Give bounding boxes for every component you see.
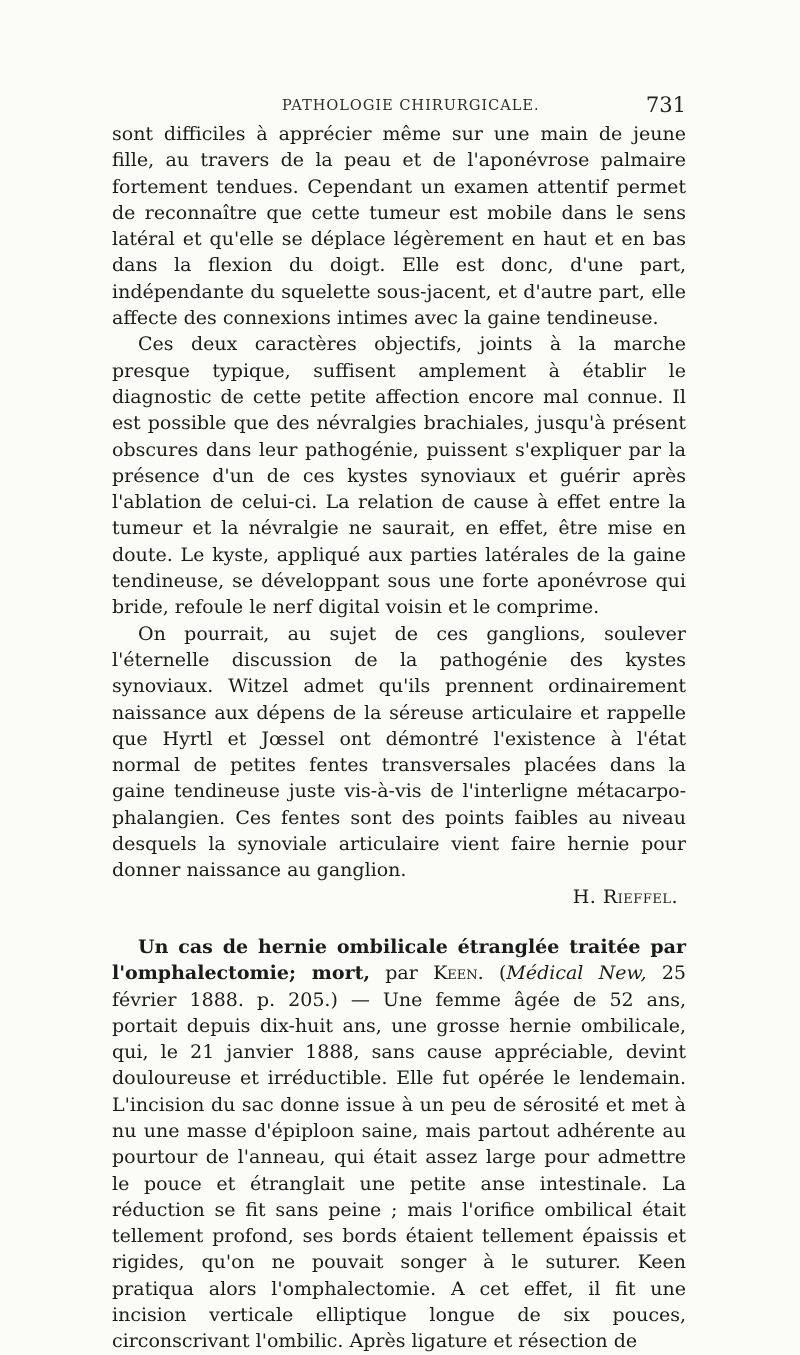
article-by: par [370,962,434,985]
page-body [112,121,686,1355]
article-author: Keen. [433,962,484,985]
article-journal: Médical New, [506,962,647,985]
page-number: 731 [645,93,686,117]
running-title: PATHOLOGIE CHIRURGICALE. [282,98,540,114]
paragraph-3: On pourrait, au sujet de ces ganglions, soulever l'éternelle discussion de la pathogénie des kystes synoviaux. Witzel admet qu'ils prennent ordinairement naissance aux dépens de la séreuse articulaire et rappelle que Hyrtl et Jœssel ont démontré l'existence à l'état normal de petites fentes transversales placées dans la gaine tendineuse juste vis-à-vis de l'interligne métacarpo-phalangien. Ces fentes sont des points faibles au niveau desquels la synoviale articulaire vient faire hernie pour donner naissance au ganglion. [112,622,686,882]
author-signature: H. Rieffel. [572,885,678,908]
article-ref-rest: 25 février 1888. p. 205.) — [112,962,687,1011]
article-title: Un cas de hernie ombilicale étranglée traitée par l'omphalectomie; mort, [112,935,686,985]
article-paragraph [112,934,686,1355]
article-ref-open: ( [483,962,507,985]
paragraph-1: sont difficiles à apprécier même sur une main de jeune fille, au travers de la peau et de l'aponévrose palmaire fortement tendues. Cependant un examen attentif permet de reconnaître que cette tumeur est mobile dans le sens latéral et qu'elle se déplace légèrement en haut et en bas dans la flexion du doigt. Elle est donc, d'une part, indépendante du squelette sous-jacent, et d'autre part, elle affecte des connexions intimes avec la gaine tendineuse. [112,123,686,330]
paragraph-2: Ces deux caractères objectifs, joints à la marche presque typique, suffisent amplement à établir le diagnostic de cette petite affection encore mal connue. Il est possible que des névralgies brachiales, jusqu'à présent obscures dans leur pathogénie, puissent s'expliquer par la présence d'un de ces kystes synoviaux et guérir après l'ablation de celui-ci. La relation de cause à effet entre la tumeur et la névralgie ne saurait, en effet, être mise en doute. Le kyste, appliqué aux parties latérales de la gaine tendineuse, se développant sous une forte aponévrose qui bride, refoule le nerf digital voisin et le comprime. [112,333,686,619]
page-header [112,93,686,118]
article-text: Une femme âgée de 52 ans, portait depuis dix-huit ans, une grosse hernie ombilicale, qui, le 21 janvier 1888, sans cause appréciable, devint douloureuse et irréductible. Elle fut opérée le lendemain. L'incision du sac donne issue à un peu de sérosité et met à nu une masse d'épiploon saine, mais partout adhérente au pourtour de l'anneau, qui était assez large pour admettre le pouce et étranglait une petite anse intestinale. La réduction se fit sans peine ; mais l'orifice ombilical était tellement profond, ses bords étaient tellement épaissis et rigides, qu'on ne pouvait songer à le suturer. Keen pratiqua alors l'omphalectomie. A cet effet, il fit une incision verticale elliptique longue de six pouces, circonscrivant l'ombilic. Après ligature et résection de [112,988,686,1353]
